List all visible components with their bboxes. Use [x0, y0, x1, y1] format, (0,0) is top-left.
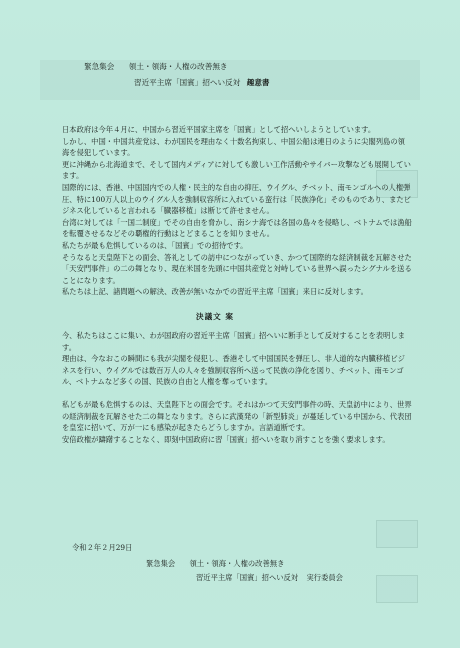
intent-paragraph: 私たちが最も危惧しているのは、「国賓」での招待です。: [62, 240, 248, 250]
intent-paragraph: 私たちは上記、諸問題への解決、改善が無いなかでの習近平主席「国賓」来日に反対します。: [62, 287, 368, 297]
resolution-paragraph: 安倍政権が躊躇することなく、即刻中国政府に習「国賓」招へいを取り消すことを強く要求します。: [62, 434, 390, 444]
intent-paragraph: 更に沖縄から北海道まで、そして国内メディアに対しても激しい工作活動やサイバー攻撃なども展開しています。: [62, 159, 411, 181]
intent-paragraph: しかし、中国・中国共産党は、わが国民を理由なく十数名拘束し、中国公船は連日のように尖閣列島の領海を侵犯しています。: [62, 136, 405, 158]
header-title-1: 領土・領海・人権の改善無き: [128, 62, 228, 71]
footer-title-1: 領土・領海・人権の改善無き: [189, 559, 285, 568]
resolution-title: 決議文 案: [196, 312, 235, 321]
header-line-2: [134, 78, 270, 88]
bleed-through-box: [376, 520, 418, 548]
intent-paragraph: 台湾に対しては「一国二制度」でその自由を脅かし、南シナ海では各国の島々を侵略し、ベトナムでは漁船を転覆させるなどその覇権的行動はとどまることを知りません。: [62, 217, 412, 239]
footer-title-2: 習近平主席「国賓」招へい反対: [196, 573, 299, 582]
bleed-through-box: [376, 575, 418, 603]
footer-line-2: [196, 573, 343, 583]
resolution-paragraph: 私どもが最も危惧するのは、天皇陛下との面会です。それはかつて天安門事件の時、天皇訪中により、世界の経済制裁を瓦解させた二の舞となります。さらに武漢発の「新型肺炎」が蔓延している中国から、代表団を皇室に招いて、万が一にも感染が起きたらどうしますか。言語道断です。: [62, 399, 412, 433]
footer-committee: 実行委員会: [306, 573, 343, 582]
header-title-2: 習近平主席「国賓」招へい反対: [134, 78, 241, 87]
intent-paragraph: そうなると天皇陛下との面会、答礼としての訪中につながっていき、かつて国際的な経済制裁を瓦解させた「天安門事件」の二の舞となり、現在米国を先頭に中国共産党と対峙している世界へ誤ったシグナルを送ることになります。: [62, 252, 412, 285]
document-date: 令和２年２月29日: [72, 543, 133, 552]
intent-paragraph: 国際的には、香港、中国国内での人権・民主的な自由の抑圧、ウイグル、チベット、南モンゴルへの人権弾圧、特に100万人以上のウイグル人を強制収容所に入れている蛮行は「民族浄化」そのものであり、またビジネス化していると言われる「臓器移植」は断じて許せません。: [62, 182, 411, 216]
header-org: 緊急集会: [84, 62, 115, 71]
intent-paragraph: 日本政府は今年４月に、中国から習近平国家主席を「国賓」として招へいしようとしています。: [62, 125, 376, 134]
header-doc-type: 趣意書: [246, 78, 270, 87]
resolution-paragraph: 今、私たちはここに集い、わが国政府の習近平主席「国賓」招へいに断手として反対することを表明します。: [62, 331, 405, 352]
header-line-1: [84, 62, 228, 72]
footer-org: 緊急集会: [146, 559, 176, 568]
resolution-body: [62, 330, 412, 445]
resolution-paragraph: 理由は、今なおこの瞬間にも我が尖閣を侵犯し、香港そして中国国民を弾圧し、非人道的な内臓移植ビジネスを行い、ウイグルでは数百万人の人々を強制収容所へ送って民族の浄化を図り、チベット、南モンゴル、ベトナムなど多くの国、民族の自由と人権を奪っています。: [62, 354, 405, 387]
intent-body: [62, 124, 412, 298]
footer-line-1: [146, 559, 284, 569]
